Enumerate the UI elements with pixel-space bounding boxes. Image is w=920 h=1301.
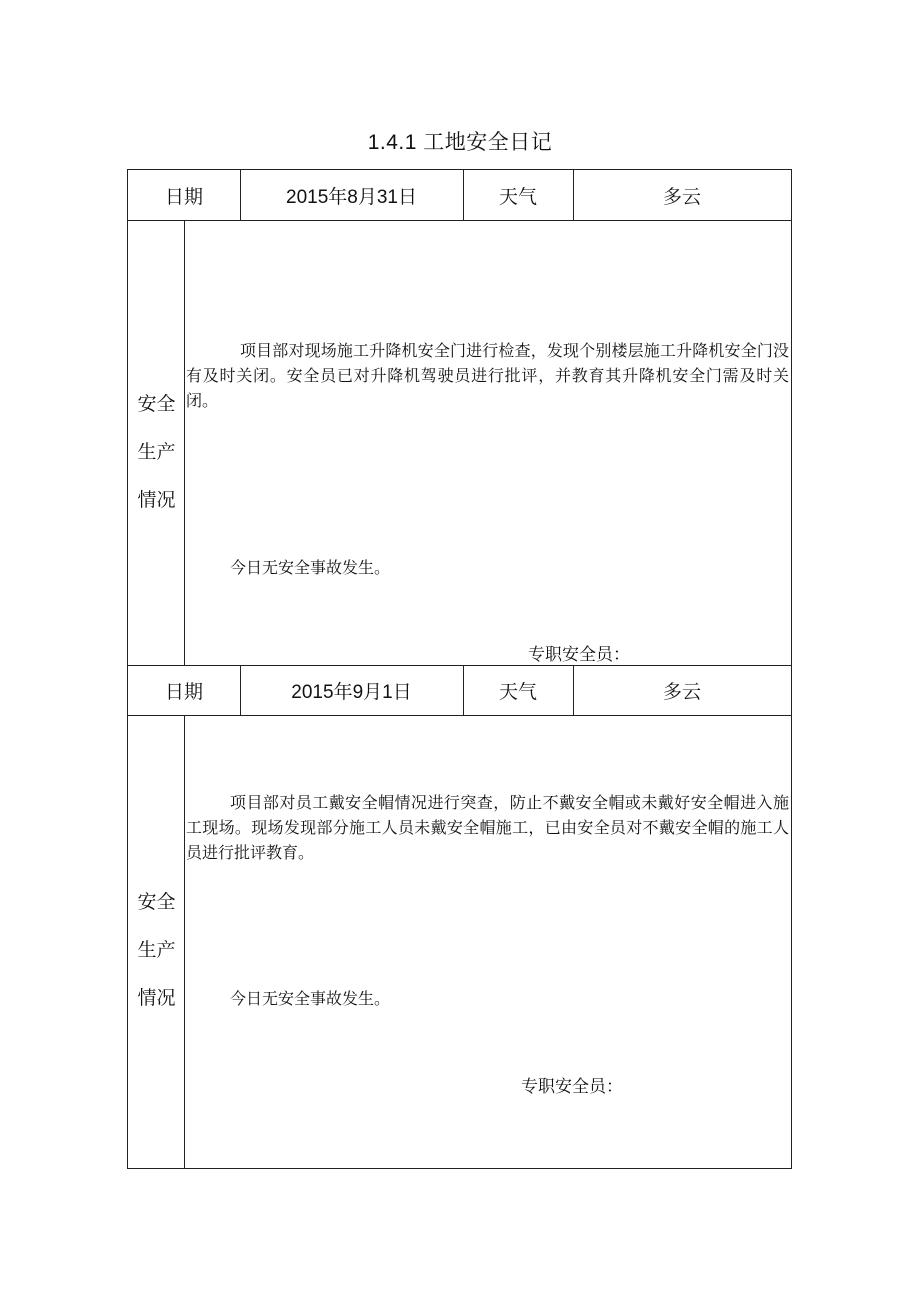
row-divider — [128, 220, 791, 221]
accident-note: 今日无安全事故发生。 — [230, 989, 391, 1008]
accident-note: 今日无安全事故发生。 — [230, 558, 391, 577]
section-label-line: 安全 — [137, 891, 176, 913]
section-label — [128, 878, 185, 1022]
section-label-line: 情况 — [137, 987, 176, 1009]
weather-value: 多云 — [662, 681, 701, 703]
date-value: 2015年9月1日 — [291, 682, 412, 703]
section-label-line: 生产 — [137, 939, 176, 961]
section-label-line: 情况 — [137, 489, 176, 511]
weather-label: 天气 — [498, 186, 537, 208]
row-divider — [128, 715, 791, 716]
weather-value: 多云 — [662, 186, 701, 208]
section-label-line: 生产 — [137, 441, 176, 463]
section-label — [128, 380, 185, 524]
safety-diary-table — [127, 169, 792, 1169]
weather-label: 天气 — [498, 681, 537, 703]
section-label-line: 安全 — [137, 393, 176, 415]
safety-officer-signature-label: 专职安全员： — [521, 1077, 623, 1097]
date-label: 日期 — [164, 186, 203, 208]
row-divider — [128, 665, 791, 666]
date-value: 2015年8月31日 — [286, 187, 417, 208]
date-label: 日期 — [164, 681, 203, 703]
inspection-paragraph: 项目部对现场施工升降机安全门进行检查，发现个别楼层施工升降机安全门没有及时关闭。安全员已对升降机驾驶员进行批评，并教育其升降机安全门需及时关闭。 — [186, 341, 789, 410]
inspection-paragraph: 项目部对员工戴安全帽情况进行突查，防止不戴安全帽或未戴好安全帽进入施工现场。现场发现部分施工人员未戴安全帽施工，已由安全员对不戴安全帽的施工人员进行批评教育。 — [186, 793, 789, 862]
document-title: 1.4.1 工地安全日记 — [367, 131, 553, 154]
safety-officer-signature-label: 专职安全员： — [528, 645, 630, 665]
